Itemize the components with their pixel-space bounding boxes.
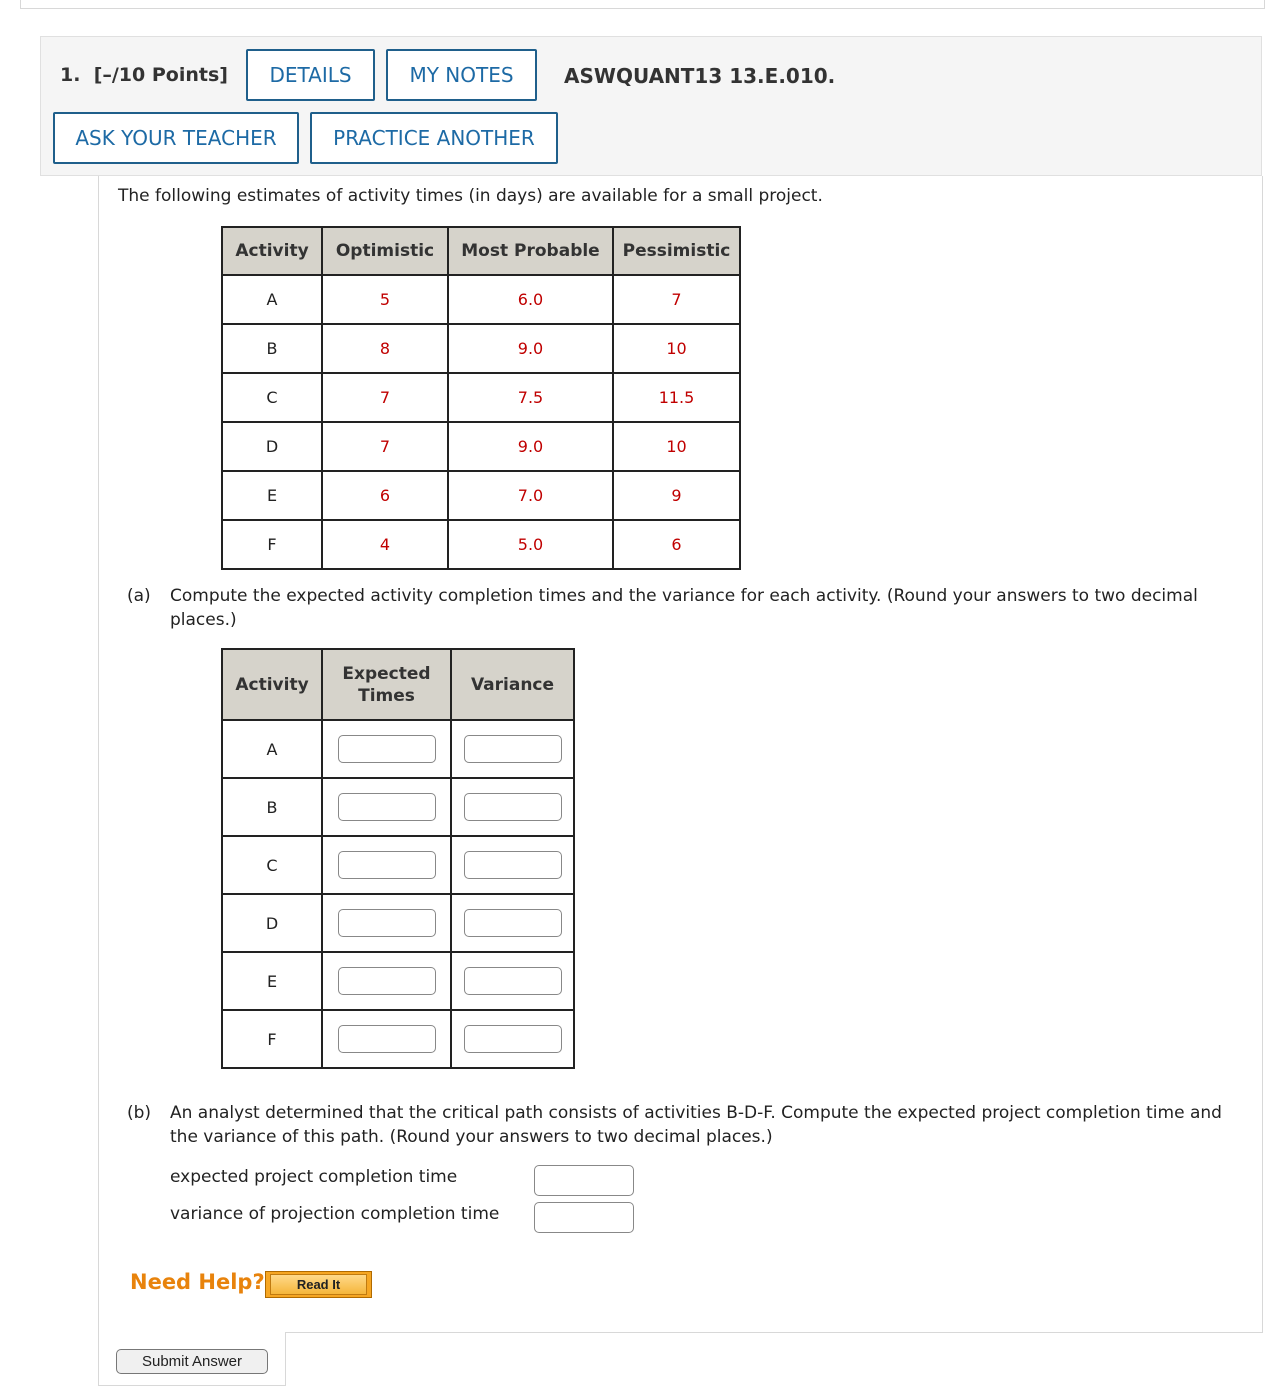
expected-time-input-f[interactable] [338,1025,436,1053]
activity-cell: D [222,422,322,471]
activity-cell: C [222,373,322,422]
part-b-text: An analyst determined that the critical path consists of activities B-D-F. Compute the expected project completion time and the variance of this path. (Round your answers to two decimal places.) [170,1103,1222,1147]
variance-completion-input[interactable] [534,1202,634,1233]
most-probable-cell: 9.0 [448,324,613,373]
previous-question-frame [20,0,1265,9]
col-header-activity: Activity [222,227,322,275]
most-probable-cell: 9.0 [448,422,613,471]
optimistic-cell: 7 [322,422,448,471]
most-probable-cell: 7.5 [448,373,613,422]
most-probable-cell: 5.0 [448,520,613,569]
col-header-most-probable: Most Probable [448,227,613,275]
col-header-expected-times: Expected Times [322,649,451,720]
expected-time-cell [322,1010,451,1068]
expected-completion-input[interactable] [534,1165,634,1196]
variance-cell [451,894,574,952]
variance-cell [451,778,574,836]
part-b [127,1101,1247,1151]
table-row [222,836,574,894]
variance-completion-label: variance of projection completion time [170,1204,500,1224]
activity-cell: A [222,275,322,324]
variance-input-e[interactable] [464,967,562,995]
table-row [222,422,740,471]
pessimistic-cell: 10 [613,324,740,373]
points-label: [–/10 Points] [93,64,228,86]
my-notes-button[interactable]: MY NOTES [386,49,537,101]
expected-time-cell [322,836,451,894]
variance-input-f[interactable] [464,1025,562,1053]
part-a-label: (a) [127,586,151,606]
table-row [222,720,574,778]
col-header-variance: Variance [451,649,574,720]
variance-cell [451,720,574,778]
activity-cell: C [222,836,322,894]
optimistic-cell: 5 [322,275,448,324]
pessimistic-cell: 11.5 [613,373,740,422]
activity-cell: D [222,894,322,952]
col-header-optimistic: Optimistic [322,227,448,275]
most-probable-cell: 7.0 [448,471,613,520]
table-row [222,894,574,952]
expected-time-input-e[interactable] [338,967,436,995]
expected-time-cell [322,778,451,836]
expected-time-cell [322,952,451,1010]
variance-input-a[interactable] [464,735,562,763]
activity-cell: E [222,952,322,1010]
question-number: 1. [–/10 Points] [60,64,228,86]
col-header-activity: Activity [222,649,322,720]
variance-cell [451,952,574,1010]
details-button[interactable]: DETAILS [246,49,375,101]
table-row [222,520,740,569]
activity-cell: A [222,720,322,778]
expected-time-input-c[interactable] [338,851,436,879]
pessimistic-cell: 9 [613,471,740,520]
activity-cell: B [222,324,322,373]
part-a-text: Compute the expected activity completion times and the variance for each activity. (Round your answers to two decimal places.) [170,586,1198,630]
table-row [222,275,740,324]
variance-input-d[interactable] [464,909,562,937]
expected-completion-label: expected project completion time [170,1167,458,1187]
table-row [222,1010,574,1068]
variance-cell [451,1010,574,1068]
col-header-pessimistic: Pessimistic [613,227,740,275]
variance-input-c[interactable] [464,851,562,879]
ask-your-teacher-button[interactable]: ASK YOUR TEACHER [53,112,299,164]
expected-time-cell [322,894,451,952]
activity-cell: E [222,471,322,520]
activity-cell: F [222,520,322,569]
table-row [222,952,574,1010]
pessimistic-cell: 6 [613,520,740,569]
expected-times-table [221,648,575,1069]
need-help-label: Need Help? [130,1270,265,1294]
optimistic-cell: 8 [322,324,448,373]
read-it-label: Read It [270,1274,367,1295]
activity-cell: B [222,778,322,836]
expected-time-input-b[interactable] [338,793,436,821]
expected-time-input-d[interactable] [338,909,436,937]
read-it-button[interactable] [265,1271,372,1298]
submit-answer-button[interactable]: Submit Answer [116,1349,268,1374]
pessimistic-cell: 10 [613,422,740,471]
activity-cell: F [222,1010,322,1068]
variance-cell [451,836,574,894]
table-row [222,324,740,373]
part-a [127,584,1227,634]
optimistic-cell: 4 [322,520,448,569]
intro-text: The following estimates of activity times (in days) are available for a small project. [118,186,823,206]
activity-estimates-table [221,226,741,570]
expected-time-cell [322,720,451,778]
optimistic-cell: 6 [322,471,448,520]
expected-time-input-a[interactable] [338,735,436,763]
optimistic-cell: 7 [322,373,448,422]
most-probable-cell: 6.0 [448,275,613,324]
table-row [222,778,574,836]
table-row [222,373,740,422]
pessimistic-cell: 7 [613,275,740,324]
part-b-label: (b) [127,1103,152,1123]
practice-another-button[interactable]: PRACTICE ANOTHER [310,112,558,164]
table-row [222,471,740,520]
variance-input-b[interactable] [464,793,562,821]
question-code: ASWQUANT13 13.E.010. [564,64,836,88]
